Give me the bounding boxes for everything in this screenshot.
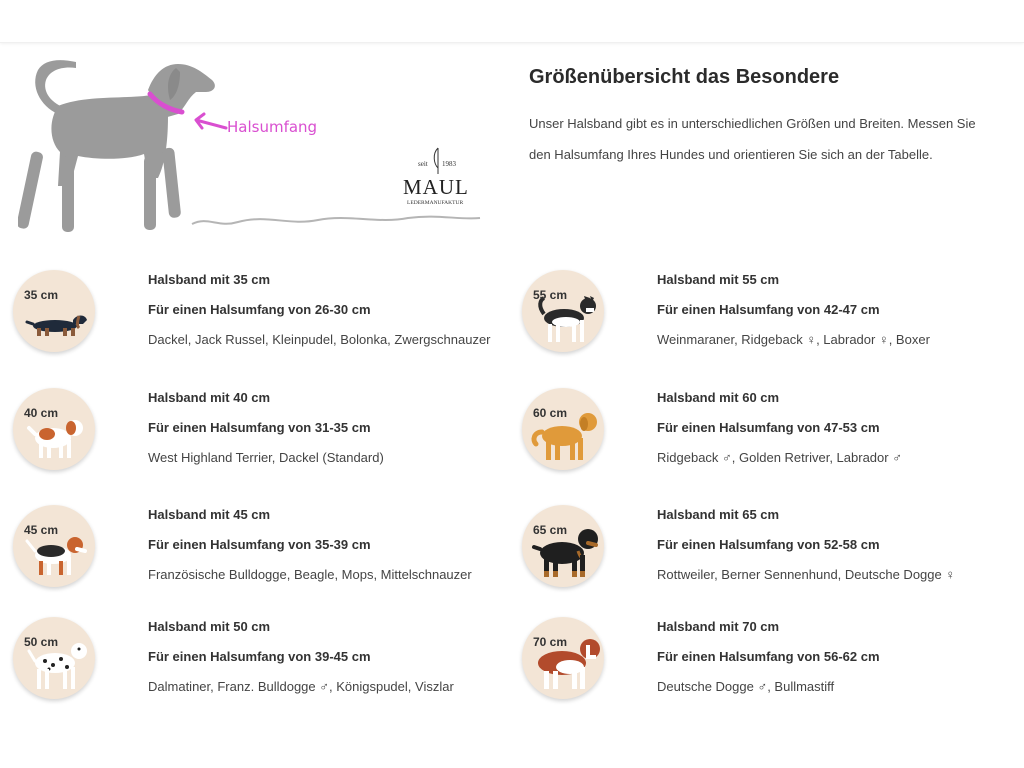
size-range: Für einen Halsumfang von 31-35 cm (148, 420, 371, 435)
size-title: Halsband mit 45 cm (148, 507, 271, 522)
size-badge-label: 50 cm (24, 635, 59, 649)
size-title: Halsband mit 50 cm (148, 619, 271, 634)
dalmatian-icon (13, 617, 95, 699)
size-item-70 (522, 617, 1012, 717)
size-range: Für einen Halsumfang von 52-58 cm (657, 537, 880, 552)
thread-needle-icon (434, 148, 438, 174)
maul-logo (403, 148, 469, 206)
size-item-50 (13, 617, 503, 717)
size-badge (522, 617, 604, 699)
size-badge-label: 35 cm (24, 288, 59, 302)
spaniel-icon (13, 388, 95, 470)
svg-text:LEDERMANUFAKTUR: LEDERMANUFAKTUR (407, 200, 464, 206)
size-badge (522, 270, 604, 352)
page-title: Größenübersicht das Besondere (529, 66, 840, 88)
size-item-55 (522, 270, 1012, 370)
size-item-60 (522, 388, 1012, 488)
size-item-45 (13, 505, 503, 605)
dachshund-icon (13, 270, 95, 352)
dog-silhouette-icon (18, 60, 215, 232)
size-range: Für einen Halsumfang von 39-45 cm (148, 649, 371, 664)
size-breeds: Dalmatiner, Franz. Bulldogge ♂, Königspudel, Viszlar (148, 679, 454, 694)
neck-measure-label: Halsumfang (227, 118, 318, 136)
size-badge-label: 55 cm (533, 288, 568, 302)
size-range: Für einen Halsumfang von 56-62 cm (657, 649, 880, 664)
size-badge-label: 40 cm (24, 406, 59, 420)
svg-text:MAUL: MAUL (403, 175, 469, 199)
rottweiler-icon (522, 505, 604, 587)
beagle-icon (13, 505, 95, 587)
size-item-35 (13, 270, 503, 370)
top-bar (0, 0, 1024, 43)
size-range: Für einen Halsumfang von 35-39 cm (148, 537, 371, 552)
arrow-icon (196, 114, 226, 128)
size-range: Für einen Halsumfang von 26-30 cm (148, 302, 371, 317)
size-badge-label: 70 cm (533, 635, 568, 649)
size-breeds: Französische Bulldogge, Beagle, Mops, Mittelschnauzer (148, 567, 472, 582)
size-badge-label: 45 cm (24, 523, 59, 537)
size-title: Halsband mit 65 cm (657, 507, 780, 522)
size-breeds: Deutsche Dogge ♂, Bullmastiff (657, 679, 835, 694)
intro-text: Unser Halsband gibt es in unterschiedlichen Größen und Breiten. Messen Sie den Halsumfang Ihres Hundes und orientieren Sie sich an der Tabelle. (529, 116, 976, 162)
size-item-40 (13, 388, 503, 488)
hero-illustration (18, 56, 488, 240)
size-badge (13, 388, 95, 470)
size-badge (13, 505, 95, 587)
size-title: Halsband mit 70 cm (657, 619, 780, 634)
saint-bernard-icon (522, 617, 604, 699)
size-badge (13, 617, 95, 699)
size-breeds: Ridgeback ♂, Golden Retriver, Labrador ♂ (657, 450, 902, 465)
size-breeds: Dackel, Jack Russel, Kleinpudel, Bolonka, Zwergschnauzer (148, 332, 491, 347)
size-breeds: Weinmaraner, Ridgeback ♀, Labrador ♀, Boxer (657, 332, 930, 347)
size-range: Für einen Halsumfang von 42-47 cm (657, 302, 880, 317)
size-title: Halsband mit 35 cm (148, 272, 271, 287)
size-badge (13, 270, 95, 352)
size-title: Halsband mit 55 cm (657, 272, 780, 287)
size-range: Für einen Halsumfang von 47-53 cm (657, 420, 880, 435)
svg-text:1983: 1983 (442, 160, 456, 168)
size-badge-label: 60 cm (533, 406, 568, 420)
size-title: Halsband mit 60 cm (657, 390, 780, 405)
husky-icon (522, 270, 604, 352)
svg-text:seit: seit (418, 160, 428, 168)
size-title: Halsband mit 40 cm (148, 390, 271, 405)
ground-line (192, 217, 480, 224)
golden-retriever-icon (522, 388, 604, 470)
size-item-65 (522, 505, 1012, 605)
size-badge (522, 388, 604, 470)
size-badge (522, 505, 604, 587)
size-badge-label: 65 cm (533, 523, 568, 537)
size-breeds: Rottweiler, Berner Sennenhund, Deutsche Dogge ♀ (657, 567, 956, 582)
size-breeds: West Highland Terrier, Dackel (Standard) (148, 450, 384, 465)
